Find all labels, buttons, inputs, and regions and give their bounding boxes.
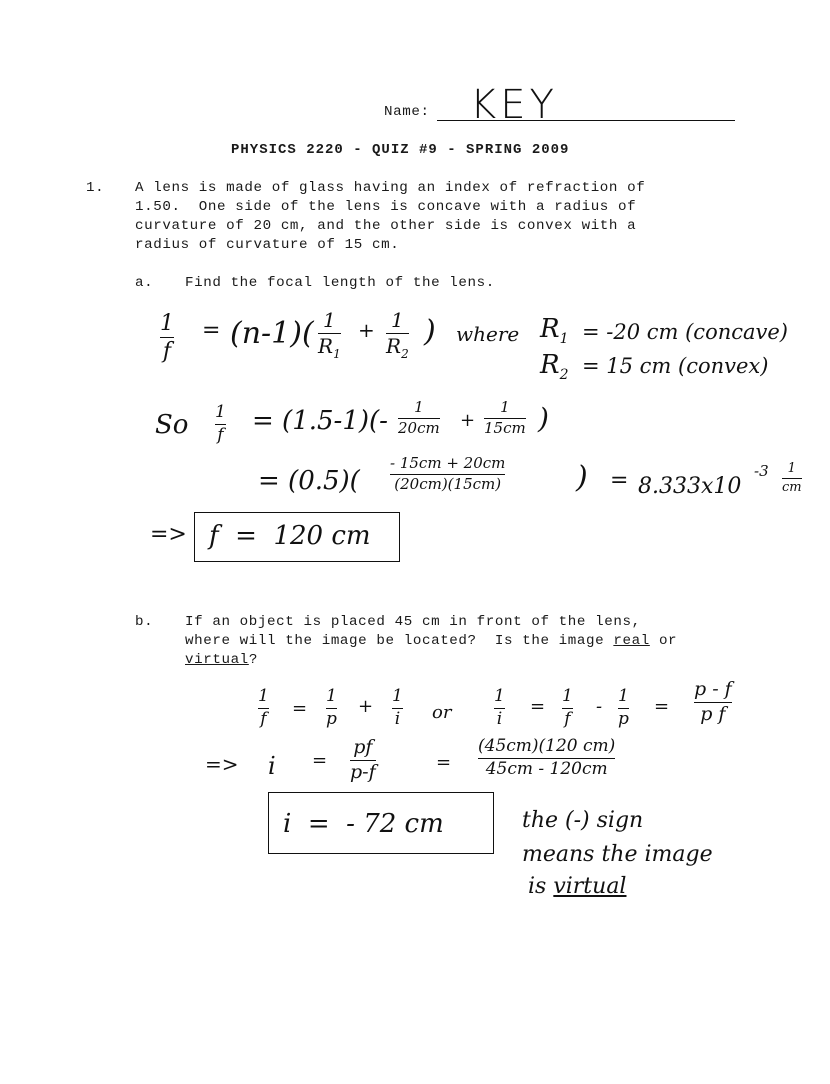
denominator: $R_1$	[318, 334, 341, 361]
part-b-label: b.	[135, 614, 154, 630]
denominator: 15cm	[484, 418, 526, 437]
denominator: 45cm - 120cm	[485, 758, 608, 779]
fraction-1-over-15cm	[484, 400, 526, 437]
fraction-1-over-20cm	[398, 400, 440, 437]
denominator: 20cm	[398, 418, 440, 437]
fraction-pf	[694, 680, 732, 725]
answer-focal-length: f = 120 cm	[209, 521, 371, 551]
question-number: 1.	[86, 180, 105, 196]
denominator: f	[217, 424, 224, 445]
numerator: p - f	[694, 678, 732, 700]
numerator: 1	[618, 686, 629, 706]
denominator: p-f	[350, 760, 376, 783]
close-paren: )	[538, 402, 549, 435]
fraction-numeric	[478, 738, 615, 779]
numerator: 1	[494, 686, 505, 706]
step2-exponent: -3	[754, 462, 769, 480]
fraction-1-over-f	[562, 688, 573, 729]
denominator: f	[564, 708, 571, 729]
where-text: where	[456, 322, 520, 346]
denominator: i	[496, 708, 503, 729]
fraction-1-over-R1	[318, 310, 341, 361]
part-b-line: If an object is placed 45 cm in front of the lens,	[185, 614, 641, 630]
denominator: f	[260, 708, 267, 729]
or-text: or	[432, 702, 452, 723]
fraction-pf-over-p-minus-f	[350, 738, 376, 783]
numerator: 1	[562, 686, 573, 706]
part-b-line: where will the image be located? Is the image real or	[185, 633, 678, 649]
R1-symbol: $R_1$	[540, 314, 569, 348]
part-b-line: virtual?	[185, 652, 258, 668]
question-line: A lens is made of glass having an index of refraction of	[135, 180, 646, 196]
fraction-bar	[160, 337, 174, 338]
numerator: 1	[392, 686, 403, 706]
name-underline	[437, 120, 735, 121]
fraction-1-over-f	[215, 404, 226, 445]
fraction-1-over-f	[258, 688, 269, 729]
denominator: p	[326, 708, 337, 729]
quiz-title: PHYSICS 2220 - QUIZ #9 - SPRING 2009	[231, 142, 570, 158]
R2-definition: = 15 cm (convex)	[582, 354, 769, 378]
equals-sign: =	[436, 752, 452, 773]
equals-sign: =	[610, 468, 629, 493]
fraction-1-over-i	[392, 688, 403, 729]
numerator: 1	[160, 311, 174, 336]
note-line: is virtual	[528, 874, 627, 899]
fraction-1-over-p	[326, 688, 337, 729]
n-minus-one: (n-1)(	[230, 316, 314, 351]
R2-symbol: $R_2$	[540, 350, 569, 384]
numerator: 1	[326, 686, 337, 706]
implies-arrow: =>	[205, 752, 239, 776]
close-paren: )	[424, 314, 436, 349]
numerator: 1	[414, 398, 424, 416]
answer-box-b	[268, 792, 494, 854]
plus-sign: +	[460, 410, 476, 431]
fraction-1-over-p	[618, 688, 629, 729]
numerator: - 15cm + 20cm	[390, 454, 506, 472]
fraction-step2	[390, 456, 505, 493]
answer-box-a	[194, 512, 400, 562]
equals-sign: =	[292, 698, 308, 719]
denominator: f	[162, 339, 172, 365]
virtual-word: virtual	[185, 652, 249, 668]
equals-sign: =	[654, 696, 670, 717]
numerator: 1	[258, 686, 269, 706]
denominator: cm	[782, 479, 802, 495]
plus-sign: +	[358, 318, 375, 342]
plus-sign: +	[358, 696, 374, 717]
answer-image-distance: i = - 72 cm	[283, 809, 444, 839]
note-line: the (-) sign	[522, 808, 644, 833]
step2-result: 8.333x10	[638, 474, 742, 499]
name-label: Name:	[384, 104, 430, 120]
equals-sign: =	[312, 750, 328, 771]
numerator: 1	[215, 402, 226, 422]
fraction-1-over-R2	[386, 310, 409, 361]
name-value: KEY	[470, 82, 558, 128]
denominator: i	[394, 708, 401, 729]
question-line: curvature of 20 cm, and the other side is convex with a	[135, 218, 637, 234]
numerator: (45cm)(120 cm)	[478, 736, 616, 756]
part-a-label: a.	[135, 275, 154, 291]
denominator: $R_2$	[386, 334, 409, 361]
numerator: 1	[787, 461, 796, 476]
numerator: pf	[353, 736, 373, 758]
R1-definition: = -20 cm (concave)	[582, 320, 789, 344]
real-word: real	[613, 633, 650, 649]
fraction-1-over-i	[494, 688, 505, 729]
close-paren: )	[576, 460, 588, 495]
step2-left: = (0.5)(	[258, 466, 360, 496]
implies-arrow: =>	[150, 522, 187, 547]
part-a-text: Find the focal length of the lens.	[185, 275, 495, 291]
denominator: p f	[700, 702, 726, 725]
denominator: p	[618, 708, 629, 729]
denominator: (20cm)(15cm)	[394, 474, 502, 493]
i-symbol: i	[268, 752, 276, 780]
note-line: means the image	[522, 842, 713, 867]
question-line: 1.50. One side of the lens is concave with a radius of	[135, 199, 637, 215]
numerator: 1	[322, 308, 336, 332]
fraction-bar	[782, 478, 802, 479]
fraction-1-over-f	[160, 312, 174, 363]
fraction-unit	[782, 462, 802, 494]
question-line: radius of curvature of 15 cm.	[135, 237, 400, 253]
numerator: 1	[500, 398, 510, 416]
note-virtual-word: virtual	[553, 874, 627, 899]
minus-sign: -	[596, 696, 603, 717]
equals-sign: =	[202, 318, 221, 343]
numerator: 1	[390, 308, 404, 332]
so-paren: = (1.5-1)(-	[252, 406, 388, 436]
so-text: So	[155, 410, 189, 440]
equals-sign: =	[530, 696, 546, 717]
